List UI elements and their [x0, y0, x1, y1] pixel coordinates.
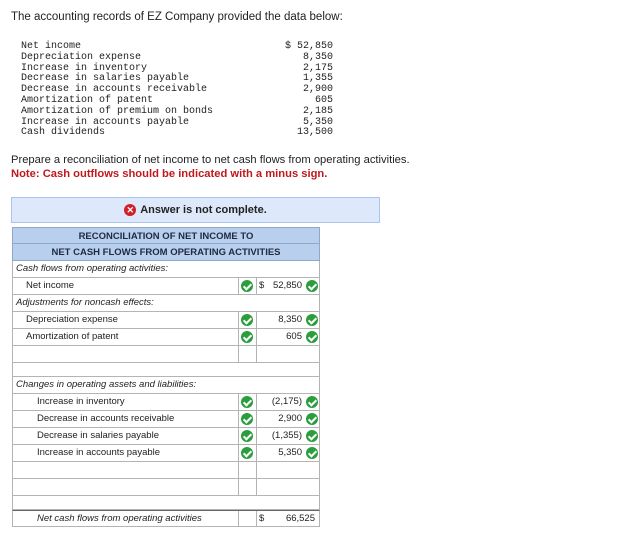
check-circle-icon — [306, 396, 318, 408]
record-value: 1,355 — [302, 73, 333, 85]
table-row — [12, 428, 320, 445]
check-circle-icon — [306, 413, 318, 425]
section-label: Adjustments for noncash effects: — [16, 297, 154, 308]
table-row — [12, 394, 320, 411]
record-row — [21, 107, 333, 118]
check-circle-icon — [241, 280, 253, 292]
record-value: 2,175 — [302, 62, 333, 74]
table-row — [12, 295, 320, 312]
amount-input[interactable]: 5,350 — [278, 447, 302, 458]
record-value: 8,350 — [302, 51, 333, 63]
row-label: Decrease in salaries payable — [37, 430, 159, 441]
amount-input[interactable]: (1,355) — [271, 430, 302, 441]
table-row-empty — [12, 346, 320, 363]
record-label: Increase in inventory — [21, 62, 148, 74]
table-row-total — [12, 510, 320, 527]
check-circle-icon — [241, 314, 253, 326]
table-row-empty — [12, 462, 320, 479]
record-label: Cash dividends — [21, 127, 106, 139]
record-label: Increase in accounts payable — [21, 116, 190, 128]
table-row — [12, 445, 320, 462]
table-row-spacer — [12, 363, 320, 377]
instructions — [11, 153, 410, 181]
status-banner — [11, 197, 380, 223]
check-circle-icon — [241, 430, 253, 442]
record-label: Depreciation expense — [21, 51, 142, 63]
table-title-line1: RECONCILIATION OF NET INCOME TO — [12, 227, 320, 244]
check-circle-icon — [306, 314, 318, 326]
amount-input[interactable]: 8,350 — [278, 314, 302, 325]
intro-text: The accounting records of EZ Company provided the data below: — [11, 11, 343, 23]
table-row-spacer — [12, 496, 320, 510]
record-value: 2,185 — [302, 105, 333, 117]
table-row — [12, 411, 320, 428]
total-label: Net cash flows from operating activities — [37, 513, 202, 524]
record-value: 13,500 — [296, 127, 333, 139]
prompt-text: Prepare a reconciliation of net income to net cash flows from operating activities. — [11, 154, 410, 166]
check-circle-icon — [306, 430, 318, 442]
record-value: 5,350 — [302, 116, 333, 128]
record-label: Amortization of patent — [21, 94, 154, 106]
table-row — [12, 312, 320, 329]
records-list — [21, 42, 333, 139]
check-circle-icon — [306, 447, 318, 459]
amount-input[interactable]: (2,175) — [271, 396, 302, 407]
table-row — [12, 261, 320, 278]
table-title-line2: NET CASH FLOWS FROM OPERATING ACTIVITIES — [12, 244, 320, 261]
record-label: Decrease in salaries payable — [21, 73, 190, 85]
table-row — [12, 329, 320, 346]
dollar-sign: $ — [259, 513, 265, 524]
note-text: Note: Cash outflows should be indicated with a minus sign. — [11, 168, 328, 180]
section-label: Changes in operating assets and liabilities: — [16, 379, 197, 390]
check-circle-icon — [306, 280, 318, 292]
amount-input[interactable]: 2,900 — [278, 413, 302, 424]
table-row — [12, 278, 320, 295]
row-label: Decrease in accounts receivable — [37, 413, 175, 424]
record-value: 605 — [314, 94, 333, 106]
table-row — [12, 377, 320, 394]
record-label: Amortization of premium on bonds — [21, 105, 214, 117]
record-value: 2,900 — [302, 84, 333, 96]
amount-input[interactable]: 605 — [286, 331, 302, 342]
section-label: Cash flows from operating activities: — [16, 263, 169, 274]
total-amount: 66,525 — [285, 513, 315, 524]
row-label: Net income — [26, 280, 75, 291]
x-circle-icon: ✕ — [124, 204, 136, 216]
record-label: Net income — [21, 41, 82, 52]
status-text: Answer is not complete. — [140, 204, 267, 216]
check-circle-icon — [241, 396, 253, 408]
check-circle-icon — [241, 447, 253, 459]
reconciliation-table — [12, 227, 320, 527]
record-row — [21, 128, 333, 139]
check-circle-icon — [241, 331, 253, 343]
row-label: Amortization of patent — [26, 331, 119, 342]
record-row — [21, 53, 333, 64]
row-label: Increase in accounts payable — [37, 447, 161, 458]
dollar-sign: $ — [259, 280, 265, 291]
row-label: Increase in inventory — [37, 396, 125, 407]
amount-input[interactable]: 52,850 — [272, 280, 302, 291]
record-label: Decrease in accounts receivable — [21, 84, 208, 96]
check-circle-icon — [241, 413, 253, 425]
row-label: Depreciation expense — [26, 314, 118, 325]
record-value: $ 52,850 — [284, 41, 333, 52]
check-circle-icon — [306, 331, 318, 343]
table-row-empty — [12, 479, 320, 496]
